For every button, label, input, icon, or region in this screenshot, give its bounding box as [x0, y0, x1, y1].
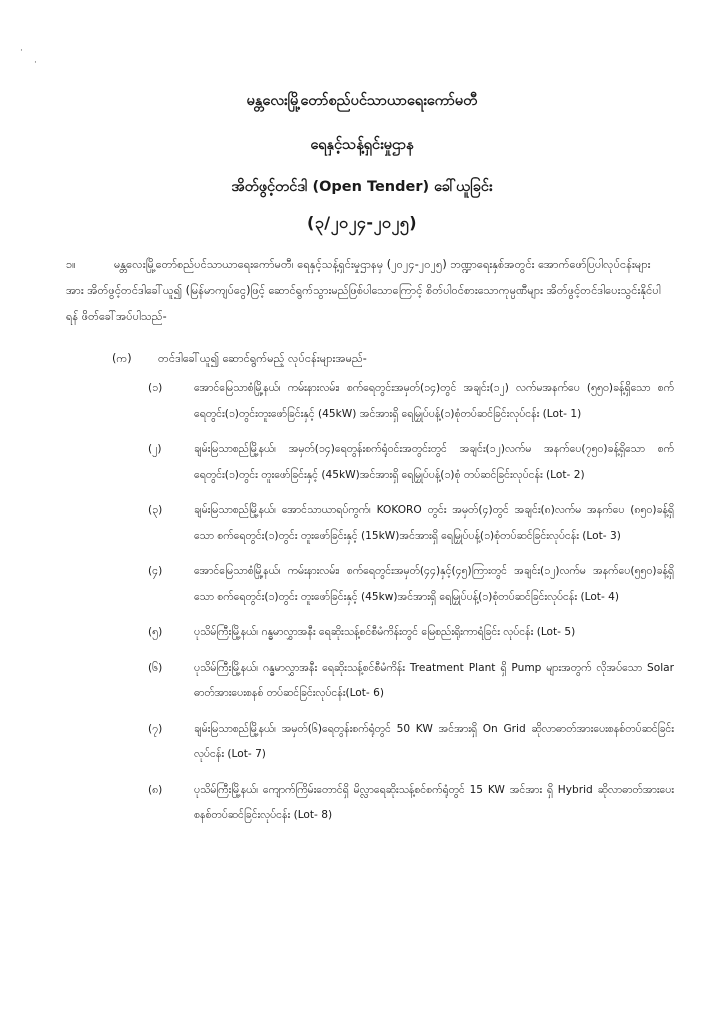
item-number: (၅) — [148, 626, 163, 638]
item-number: (၇) — [148, 722, 163, 735]
item-number: (၂) — [148, 443, 162, 455]
list-item — [148, 498, 678, 549]
scan-mark: · — [34, 58, 37, 68]
list-item — [148, 656, 678, 707]
item-number: (၈) — [148, 783, 163, 796]
list-item — [148, 437, 678, 488]
section-text: တင်ဒါခေါ်ယူ၍ ဆောင်ရွက်မည့် လုပ်ငန်းများအမည်- — [158, 352, 367, 365]
scan-mark: · — [20, 46, 23, 56]
item-text: ပုသိမ်ကြီးမြို့နယ်၊ ဂန္ဓမာလွှာအနီး ရေဆိုးသန့်စင်စီမံကိန်းတွင် မြေစည်းရိုးကာရံခြင်း လုပ်ငန်း (Lot- 5) — [194, 626, 576, 638]
tender-title: အိတ်ဖွင့်တင်ဒါ (Open Tender) ခေါ်ယူခြင်း — [231, 179, 493, 195]
intro-paragraph — [66, 252, 666, 330]
list-item — [148, 717, 678, 768]
section-number: (က) — [112, 352, 132, 365]
paragraph-text: မန္တလေးမြို့တော်စည်ပင်သာယာရေးကော်မတီ၊ ရေနှင့်သန့်ရှင်းမှုဌာနမှ (၂၀၂၄-၂၀၂၅) ဘဏ္ဍာရေးနှစ်အတွင်း အောက်ဖော်ပြပါလုပ်ငန်းများအား အိတ်ဖွင့်တင်ဒါခေါ်ယူ၍ (မြန်မာကျပ်ငွေ)ဖြင့် ဆောင်ရွက်သွားမည်ဖြစ်ပါသောကြောင့် စိတ်ပါဝင်စားသောကုမ္ပဏီများ အိတ်ဖွင့်တင်ဒါပေးသွင်းနိုင်ပါရန် ဖိတ်ခေါ်အပ်ပါသည်- — [66, 258, 661, 323]
tender-number: (၃/၂၀၂၄-၂၀၂၅) — [306, 213, 418, 232]
item-text: ချမ်းမြသာစည်မြို့နယ်၊ အမှတ်(၁၄)ရေတွန်းစက်ရုံဝင်းအတွင်းတွင် အချင်း(၁၂)လက်မ အနက်ပေ(၇၅၀)ခန့်ရှိသော စက်ရေတွင်း(၁)တွင်း တူးဖော်ခြင်းနှင့် (45kW)အင်အားရှိ ရေမြှုပ်ပန့်(၁)စုံ တပ်ဆင်ခြင်းလုပ်ငန်း (Lot- 2) — [194, 443, 674, 481]
list-item — [148, 376, 678, 427]
item-number: (၆) — [148, 661, 163, 674]
list-item — [148, 559, 678, 610]
item-number: (၄) — [148, 565, 163, 577]
paragraph-number: ၁။ — [66, 258, 76, 271]
item-text: ချမ်းမြသာစည်မြို့နယ်၊ အောင်သာယာရပ်ကွက်၊ KOKORO တွင်း အမှတ်(၄)တွင် အချင်း(၈)လက်မ အနက်ပေ (၈၅၀)ခန့်ရှိသော စက်ရေတွင်း(၁)တွင်း တူးဖော်ခြင်းနှင့် (15kW)အင်အားရှိ ရေမြှုပ်ပန့်(၁)စုံတပ်ဆင်ခြင်းလုပ်ငန်း (Lot- 3) — [194, 504, 674, 542]
section-heading — [112, 352, 672, 368]
item-text: ပုသိမ်ကြီးမြို့နယ်၊ ဂန္ဓမာလွှာအနီး ရေဆိုးသန့်စင်စီမံကိန်း Treatment Plant ရှိ Pump များအတွက် လိုအပ်သော Solar ဓာတ်အားပေးစနစ် တပ်ဆင်ခြင်းလုပ်ငန်း(Lot- 6) — [194, 661, 674, 699]
item-number: (၁) — [148, 382, 163, 394]
item-text: အောင်မြေသာစံမြို့နယ်၊ ကမ်းနားလမ်း၊ စက်ရေတွင်းအမှတ်(၄၄)နှင့်(၄၅)ကြားတွင် အချင်း(၁၂)လက်မ အနက်ပေ(၅၅၀)ခန့်ရှိသော စက်ရေတွင်း(၁)တွင်း တူးဖော်ခြင်းနှင့် (45kw)အင်အားရှိ ရေမြှုပ်ပန့်(၁)စုံတပ်ဆင်ခြင်းလုပ်ငန်း (Lot- 4) — [194, 565, 674, 603]
lot-list — [148, 376, 678, 839]
department-title: ရေနှင့်သန့်ရှင်းမှုဌာန — [310, 137, 414, 153]
item-text: အောင်မြေသာစံမြို့နယ်၊ ကမ်းနားလမ်း၊ စက်ရေတွင်းအမှတ်(၁၄)တွင် အချင်း(၁၂) လက်မအနက်ပေ (၅၅၀)ခန့်ရှိသော စက်ရေတွင်း(၁)တွင်းတူးဖော်ခြင်းနှင့် (45kW) အင်အားရှိ ရေမြှုပ်ပန့်(၁)စုံတပ်ဆင်ခြင်းလုပ်ငန်း (Lot- 1) — [194, 382, 674, 420]
item-text: ပုသိမ်ကြီးမြို့နယ်၊ ကျောက်ကြိမ်းတောင်ရှိ မိလ္လာရေဆိုးသန့်စင်စက်ရုံတွင် 15 KW အင်အား ရှိ Hybrid ဆိုလာဓာတ်အားပေးစနစ်တပ်ဆင်ခြင်းလုပ်ငန်း (Lot- 8) — [194, 783, 674, 821]
item-number: (၃) — [148, 504, 163, 516]
committee-title: မန္တလေးမြို့တော်စည်ပင်သာယာရေးကော်မတီ — [246, 93, 478, 109]
list-item — [148, 620, 678, 646]
item-text: ချမ်းမြသာစည်မြို့နယ်၊ အမှတ်(၆)ရေတွန်းစက်ရုံတွင် 50 KW အင်အားရှိ On Grid ဆိုလာဓာတ်အားပေးစနစ်တပ်ဆင်ခြင်းလုပ်ငန်း (Lot- 7) — [194, 722, 674, 760]
list-item — [148, 778, 678, 829]
